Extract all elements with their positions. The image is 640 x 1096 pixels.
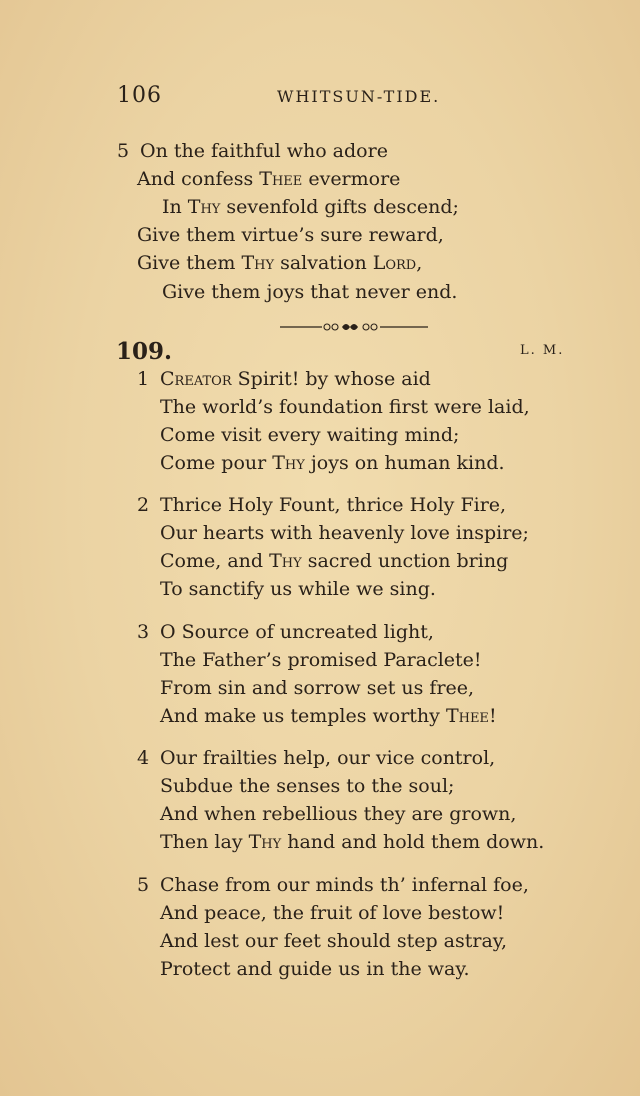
verse-line: Chase from our minds th’ infernal foe, bbox=[160, 874, 529, 896]
verse-line: Creator Spirit! by whose aid bbox=[160, 368, 431, 390]
verse-line: In Thy sevenfold gifts descend; bbox=[162, 196, 459, 218]
verse-line: Give them virtue’s sure reward, bbox=[137, 224, 444, 246]
verse-line: On the faithful who adore bbox=[140, 140, 388, 162]
verse-line: O Source of uncreated light, bbox=[160, 621, 434, 643]
verse-line: Then lay Thy hand and hold them down. bbox=[160, 831, 545, 853]
verse-line: The Father’s promised Paraclete! bbox=[160, 649, 482, 671]
verse-line: And confess Thee evermore bbox=[137, 168, 401, 190]
verse-line: And make us temples worthy Thee! bbox=[160, 705, 497, 727]
verse-line: And when rebellious they are grown, bbox=[160, 803, 517, 825]
hymn-number: 109. bbox=[116, 338, 173, 365]
page-number: 106 bbox=[117, 83, 162, 108]
verse-line: Our frailties help, our vice control, bbox=[160, 747, 496, 769]
stanza-number: 3 bbox=[137, 621, 150, 643]
ornamental-divider bbox=[280, 320, 428, 334]
verse-line: Come, and Thy sacred unction bring bbox=[160, 550, 509, 572]
verse-line: Protect and guide us in the way. bbox=[160, 958, 470, 980]
verse-line: And lest our feet should step astray, bbox=[160, 930, 508, 952]
stanza-number: 5 bbox=[117, 140, 130, 162]
verse-line: Come pour Thy joys on human kind. bbox=[160, 452, 505, 474]
hymn-meter: L. M. bbox=[520, 343, 565, 358]
verse-line: Subdue the senses to the soul; bbox=[160, 775, 455, 797]
verse-line: From sin and sorrow set us free, bbox=[160, 677, 475, 699]
verse-line: Our hearts with heavenly love inspire; bbox=[160, 522, 529, 544]
verse-line: The world’s foundation first were laid, bbox=[160, 396, 530, 418]
verse-line: Give them joys that never end. bbox=[162, 281, 458, 303]
stanza-number: 4 bbox=[137, 747, 150, 769]
verse-line: Come visit every waiting mind; bbox=[160, 424, 460, 446]
stanza-number: 2 bbox=[137, 494, 150, 516]
verse-line: Thrice Holy Fount, thrice Holy Fire, bbox=[160, 494, 507, 516]
running-head: WHITSUN-TIDE. bbox=[277, 87, 441, 106]
stanza-number: 5 bbox=[137, 874, 150, 896]
verse-line: And peace, the fruit of love bestow! bbox=[160, 902, 505, 924]
verse-line: To sanctify us while we sing. bbox=[160, 578, 436, 600]
page-header bbox=[0, 83, 640, 113]
stanza-number: 1 bbox=[137, 368, 150, 390]
verse-line: Give them Thy salvation Lord, bbox=[137, 252, 423, 274]
